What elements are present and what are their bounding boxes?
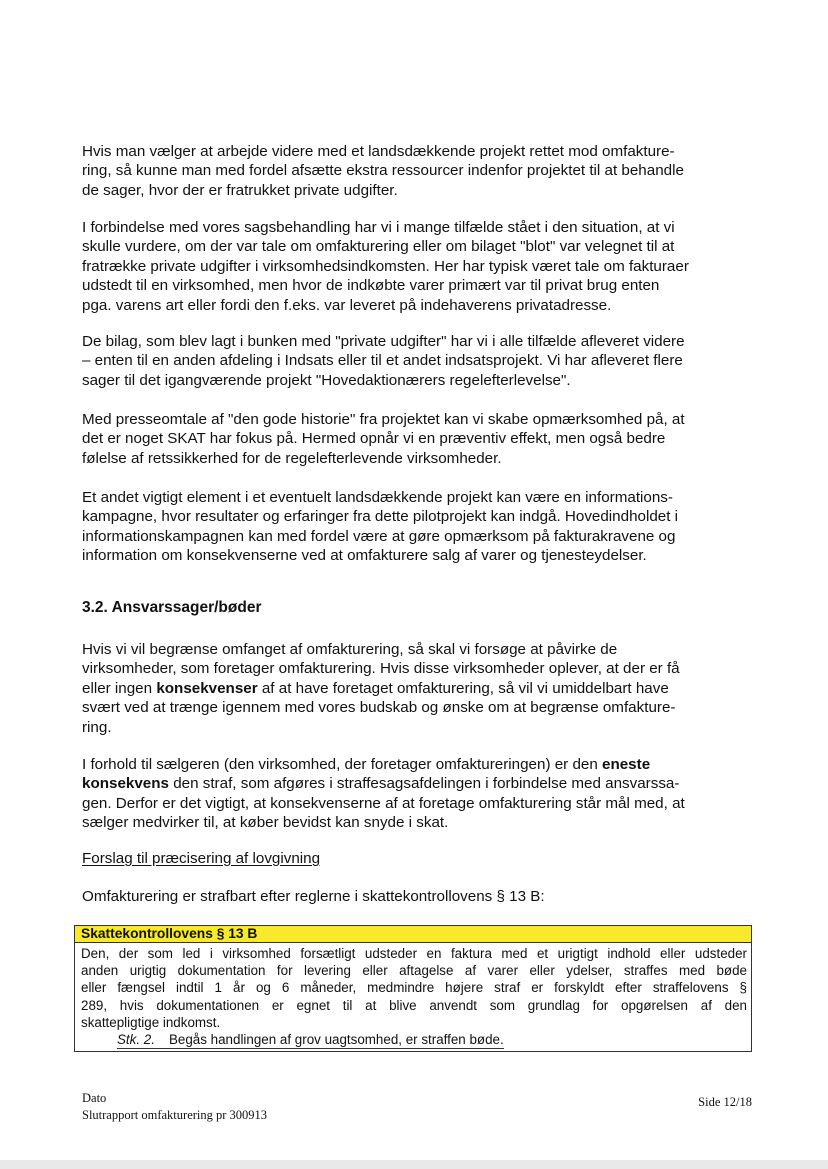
- text-line: Hvis man vælger at arbejde videre med et landsdækkende projekt rettet mod omfakture-: [82, 143, 675, 160]
- law-title: Skattekontrollovens § 13 B: [75, 926, 751, 943]
- footer-date-label: Dato: [82, 1091, 107, 1105]
- text-line: De bilag, som blev lagt i bunken med "private udgifter" har vi i alle tilfælde afleveret videre: [82, 333, 685, 350]
- paragraph-6: [82, 640, 752, 737]
- text-run: eller ingen: [82, 679, 157, 697]
- text-line: det er noget SKAT har fokus på. Hermed opnår vi en præventiv effekt, men også bedre: [82, 430, 666, 448]
- text-line: udstedt til en virksomhed, men hvor de indkøbte varer primært var til privat brug enten: [82, 277, 660, 295]
- text-line: Med presseomtale af "den gode historie" fra projektet kan vi skabe opmærksomhed på, at: [82, 411, 685, 428]
- law-line: skattepligtige indkomst.: [81, 1014, 221, 1030]
- text-line: [82, 755, 752, 774]
- bold-term: konsekvenser: [156, 679, 258, 697]
- text-line: information om konsekvenserne ved at omfakturere salg af varer og tjenesteydelser.: [82, 547, 647, 565]
- text-run: I forhold til sælgeren (den virksomhed, der foretager omfaktureringen) er den: [82, 756, 603, 773]
- text-line: gen. Derfor er det vigtigt, at konsekvenserne af at foretage omfakturering står mål med, at: [82, 794, 685, 812]
- law-stk-2: [117, 1031, 504, 1049]
- paragraph-2: [82, 218, 752, 315]
- text-line: Et andet vigtigt element i et eventuelt landsdækkende projekt kan være en informations-: [82, 489, 673, 506]
- text-line: Hvis vi vil begrænse omfanget af omfakturering, så skal vi forsøge at påvirke de: [82, 641, 618, 658]
- paragraph-4: [82, 410, 752, 468]
- subheading-underlined: Forslag til præcisering af lovgivning: [82, 850, 321, 867]
- bold-term: eneste: [602, 756, 651, 773]
- text-line: [82, 774, 752, 793]
- text-line: ring, så kunne man med fordel afsætte ekstra ressourcer indenfor projektet til at behandle: [82, 162, 684, 180]
- text-line: Omfakturering er strafbart efter reglerne i skattekontrollovens § 13 B:: [82, 888, 545, 905]
- law-line: 289, hvis dokumentationen er egnet til at blive anvendt som grundlag for opgørelsen af den: [81, 997, 747, 1013]
- scan-edge: [0, 1160, 828, 1169]
- text-line: [82, 679, 752, 698]
- text-line: fratrække private udgifter i virksomhedsindkomsten. Her har typisk været tale om fakturaer: [82, 257, 689, 275]
- text-line: sager til det igangværende projekt "Hovedaktionærers regelefterlevelse".: [82, 371, 571, 389]
- text-line: følelse af retssikkerhed for de regelefterlevende virksomheder.: [82, 449, 502, 467]
- law-text: [81, 945, 747, 1031]
- text-line: kampagne, hvor resultater og erfaringer fra dette pilotprojekt kan indgå. Hovedindholdet i: [82, 508, 679, 526]
- law-line: Den, der som led i virksomhed forsætligt udsteder en faktura med et urigtigt indhold eller udsteder: [81, 946, 747, 961]
- stk-text: Begås handlingen af grov uagtsomhed, er straffen bøde.: [168, 1032, 504, 1047]
- text-run: den straf, som afgøres i straffesagsafdelingen i forbindelse med ansvarssa-: [168, 775, 680, 793]
- text-line: svært ved at trænge igennem med vores budskab og ønske om at begrænse omfakture-: [82, 699, 676, 717]
- text-line: ring.: [82, 718, 112, 736]
- text-line: pga. varens art eller fordi den f.eks. var leveret på indehaverens privatadresse.: [82, 296, 612, 314]
- text-line: I forbindelse med vores sagsbehandling har vi i mange tilfælde stået i den situation, at vi: [82, 219, 675, 236]
- paragraph-3: [82, 332, 752, 390]
- paragraph-8: [82, 887, 752, 906]
- bold-term: konsekvens: [82, 775, 169, 793]
- stk-label: Stk. 2.: [117, 1032, 155, 1047]
- text-line: informationskampagnen kan med fordel være at gøre opmærksom på fakturakravene og: [82, 527, 676, 545]
- text-run: af at have foretaget omfakturering, så vil vi umiddelbart have: [257, 679, 669, 697]
- law-line: eller fængsel indtil 1 år og 6 måneder, medmindre højere straf er forskyldt efter straffelovens §: [81, 980, 747, 996]
- page-number: Side 12/18: [698, 1095, 752, 1109]
- law-line: anden urigtig dokumentation for levering eller aftagelse af varer eller ydelser, straffes med bøde: [81, 963, 747, 979]
- paragraph-1: [82, 142, 752, 200]
- text-line: virksomheder, som foretager omfakturering. Hvis disse virksomheder oplever, at der er få: [82, 660, 680, 678]
- text-line: skulle vurdere, om der var tale om omfakturering eller om bilaget "blot" var velegnet til at: [82, 238, 675, 256]
- footer-left: [82, 1090, 267, 1124]
- text-line: – enten til en anden afdeling i Indsats eller til et andet indsatsprojekt. Vi har afleveret flere: [82, 352, 683, 370]
- footer-report-name: Slutrapport omfakturering pr 300913: [82, 1108, 268, 1122]
- paragraph-5: [82, 488, 752, 566]
- text-line: sælger medvirker til, at køber bevidst kan snyde i skat.: [82, 814, 449, 832]
- section-heading: 3.2. Ansvarssager/bøder: [82, 599, 262, 616]
- text-line: de sager, hvor der er fratrukket private udgifter.: [82, 181, 398, 199]
- paragraph-7: [82, 755, 752, 833]
- law-quote-box: [74, 925, 752, 1052]
